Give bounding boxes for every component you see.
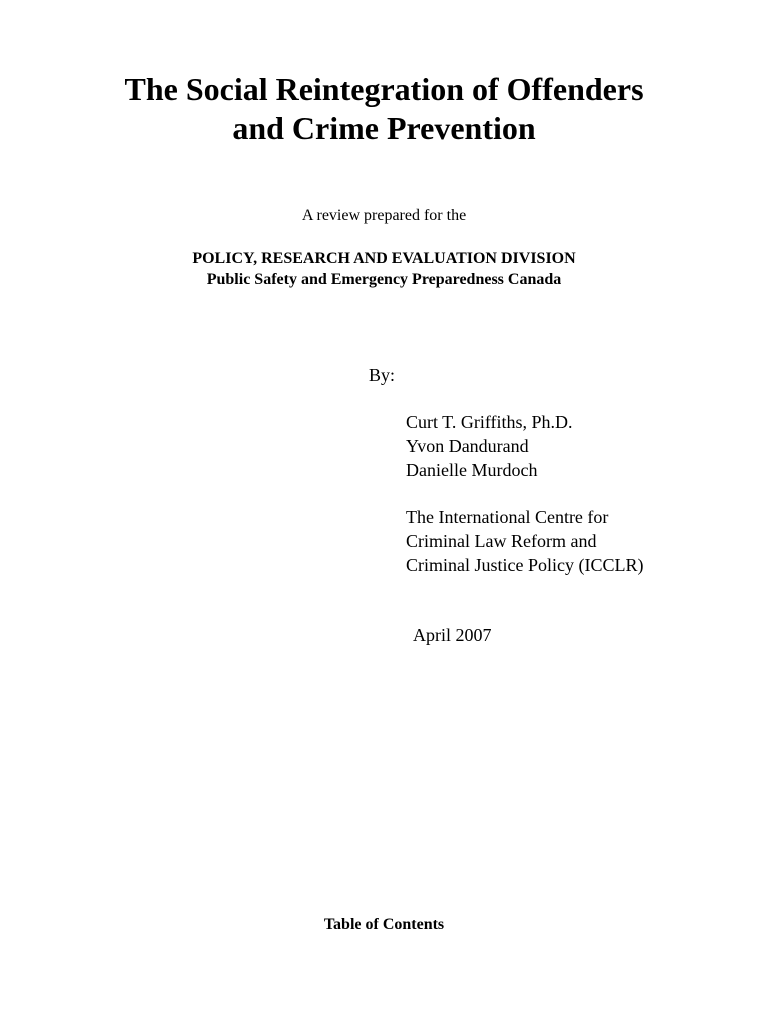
title-line-2: and Crime Prevention (232, 110, 536, 146)
title-line-1: The Social Reintegration of Offenders (124, 71, 644, 107)
author-2: Yvon Dandurand (406, 436, 529, 456)
organization-block (406, 505, 643, 577)
toc-heading: Table of Contents (323, 916, 445, 933)
prepared-for-text: A review prepared for the (301, 207, 467, 224)
division-block (0, 248, 768, 290)
document-title (0, 70, 768, 148)
department-name: Public Safety and Emergency Preparedness Canada (206, 271, 562, 288)
by-label: By: (369, 365, 396, 385)
organization-line-1: The International Centre for (406, 507, 609, 527)
author-3: Danielle Murdoch (406, 460, 538, 480)
author-list (406, 410, 573, 482)
organization-line-3: Criminal Justice Policy (ICCLR) (406, 555, 644, 575)
division-name: POLICY, RESEARCH AND EVALUATION DIVISION (192, 250, 576, 267)
author-1: Curt T. Griffiths, Ph.D. (406, 412, 573, 432)
organization-line-2: Criminal Law Reform and (406, 531, 597, 551)
publication-date: April 2007 (413, 625, 492, 645)
